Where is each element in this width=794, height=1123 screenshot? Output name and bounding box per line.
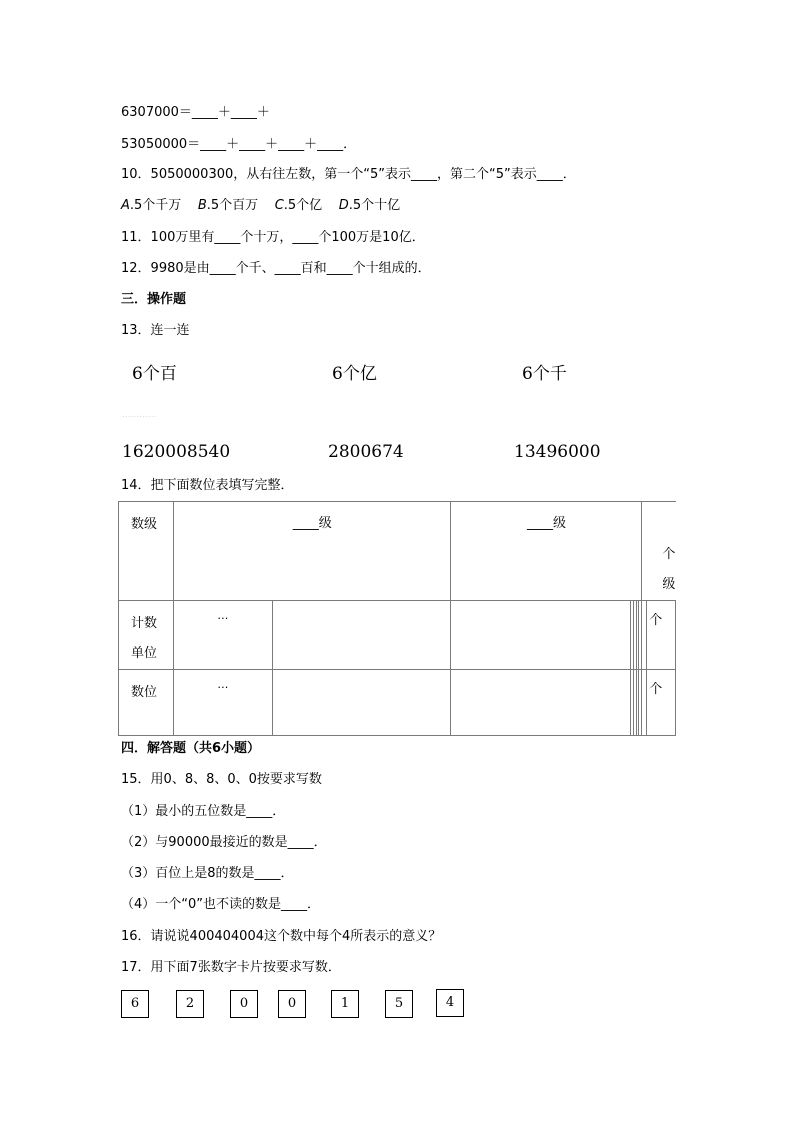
- equation-line-2: 53050000＝____＋____＋____＋____．: [121, 137, 357, 152]
- cell-ellipsis-2: …: [174, 670, 273, 736]
- option-b: B.5个百万: [197, 198, 259, 213]
- section-4-heading: 四．解答题（共6小题）: [121, 741, 261, 756]
- cell-level-1: ____级: [174, 502, 451, 601]
- cell-shuji: 数级: [119, 502, 174, 601]
- cell-ge-unit: 个: [647, 601, 676, 670]
- cell-ellipsis-1: …: [174, 601, 273, 670]
- match-top-1: 6个百: [132, 364, 177, 384]
- question-10: 10．5050000300，从右往左数，第一个“5”表示____，第二个“5”表示____．: [121, 167, 576, 182]
- digit-card: 2: [176, 990, 204, 1018]
- cell-level-2: ____级: [451, 502, 642, 601]
- cell-empty-1: [272, 601, 451, 670]
- question-16: 16．请说说400404004这个数中每个4所表示的意义？: [121, 929, 442, 944]
- digit-card: 5: [385, 990, 413, 1018]
- question-13: 13．连一连: [121, 323, 190, 338]
- cell-ge-place: 个: [647, 670, 676, 736]
- section-3-heading: 三．操作题: [121, 292, 187, 307]
- digit-card: 1: [331, 990, 359, 1018]
- question-14: 14．把下面数位表填写完整．: [121, 478, 294, 493]
- digit-card: 4: [436, 989, 464, 1017]
- digit-card: 0: [278, 990, 306, 1018]
- question-12: 12．9980是由____个千、____百和____个十组成的．: [121, 261, 431, 276]
- cell-empty-4: [451, 670, 630, 736]
- cell-counting-unit: 计数 单位: [119, 601, 174, 670]
- option-a: A.5个千万: [121, 198, 182, 213]
- question-15-2: （2）与90000最接近的数是____．: [121, 835, 327, 850]
- question-15-1: （1）最小的五位数是____．: [121, 804, 286, 819]
- cell-empty-2: [451, 601, 630, 670]
- equation-line-1: 6307000＝____＋____＋: [121, 105, 270, 120]
- question-15-3: （3）百位上是8的数是____．: [121, 866, 294, 881]
- cell-ge-level: 个 级: [642, 502, 676, 601]
- faint-dots: ............: [122, 410, 157, 420]
- question-15: 15．用0、8、8、0、0按要求写数: [121, 772, 322, 787]
- option-c: C.5个亿: [274, 198, 323, 213]
- digit-card: 6: [121, 990, 149, 1018]
- match-bottom-3: 13496000: [514, 442, 601, 462]
- option-d: D.5个十亿: [338, 198, 401, 213]
- match-top-3: 6个千: [522, 364, 567, 384]
- match-bottom-2: 2800674: [328, 442, 404, 462]
- place-value-table: [118, 501, 676, 736]
- cell-shuwei: 数位: [119, 670, 174, 736]
- digit-card: 0: [230, 990, 258, 1018]
- match-bottom-1: 1620008540: [122, 442, 231, 462]
- question-15-4: （4）一个“0”也不读的数是____．: [121, 897, 321, 912]
- question-10-options: [121, 197, 400, 215]
- match-top-2: 6个亿: [332, 364, 377, 384]
- question-17: 17．用下面7张数字卡片按要求写数．: [121, 960, 341, 975]
- cell-empty-3: [272, 670, 451, 736]
- question-11: 11．100万里有____个十万，____个100万是10亿．: [121, 230, 425, 245]
